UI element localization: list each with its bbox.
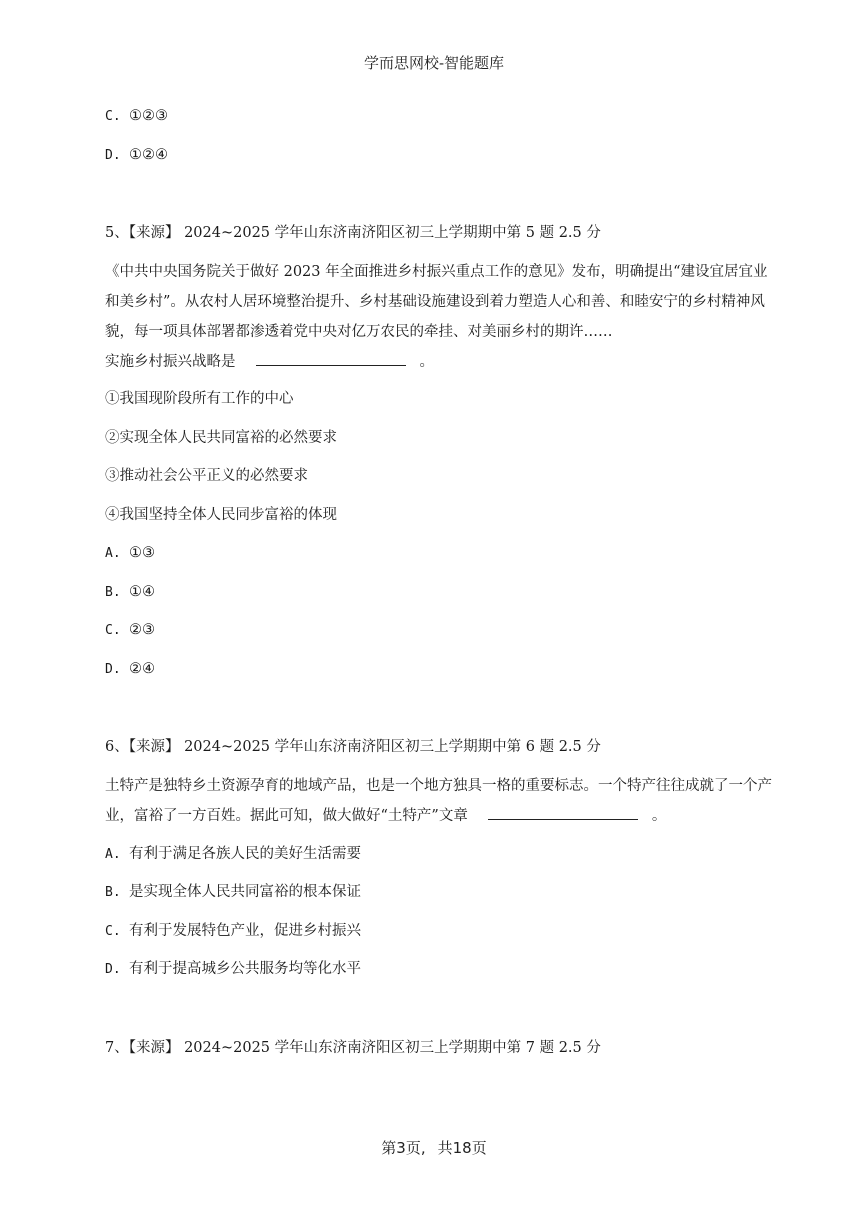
page-total: 共18页 xyxy=(437,1139,487,1157)
option-c xyxy=(105,620,155,641)
option-letter: D. xyxy=(105,962,121,977)
option-b xyxy=(105,582,155,603)
question-5-stem-text: 《中共中央国务院关于做好 2023 年全面推进乡村振兴重点工作的意见》发布，明确提出“建设宜居宜业和美乡村”。从农村人居环境整治提升、乡村基础设施建设到着力塑造人心和善、和睦安宁的乡村精神风貌，每一项具体部署都渗透着党中央对亿万农民的牵挂、对美丽乡村的期许…… xyxy=(105,264,768,340)
statement-3: ③推动社会公平正义的必然要求 xyxy=(105,468,308,484)
option-text: 是实现全体人民共同富裕的根本保证 xyxy=(129,884,361,900)
question-6-stem-end: 。 xyxy=(651,808,667,824)
question-5-stem-lead: 实施乡村振兴战略是 xyxy=(105,354,236,370)
page-header: 学而思网校-智能题库 xyxy=(363,54,505,72)
option-letter: D. xyxy=(105,662,121,677)
option-letter: B. xyxy=(105,585,121,600)
option-text: 有利于提高城乡公共服务均等化水平 xyxy=(129,961,361,977)
option-letter: C. xyxy=(105,924,121,939)
option-a xyxy=(105,543,155,564)
question-5-heading: 5、【来源】 2024~2025 学年山东济南济阳区初三上学期期中第 5 题 2.5 分 xyxy=(105,225,601,241)
option-letter: A. xyxy=(105,546,121,561)
question-5-stem xyxy=(105,257,770,377)
option-a xyxy=(105,844,361,865)
option-letter: C. xyxy=(105,623,121,638)
option-letter: B. xyxy=(105,885,121,900)
option-d xyxy=(105,959,361,980)
option-c xyxy=(105,106,168,127)
page-number: 第3页, xyxy=(381,1139,426,1157)
question-7-heading: 7、【来源】 2024~2025 学年山东济南济阳区初三上学期期中第 7 题 2.5 分 xyxy=(105,1040,601,1056)
question-5-stem-end: 。 xyxy=(419,354,434,370)
question-6-heading: 6、【来源】 2024~2025 学年山东济南济阳区初三上学期期中第 6 题 2.5 分 xyxy=(105,739,601,755)
option-b xyxy=(105,882,361,903)
option-letter: C. xyxy=(105,109,121,124)
option-letter: A. xyxy=(105,847,121,862)
option-letter: D. xyxy=(105,148,121,163)
answer-blank xyxy=(488,805,638,820)
answer-blank xyxy=(256,351,406,366)
statement-1: ①我国现阶段所有工作的中心 xyxy=(105,391,294,407)
option-d xyxy=(105,659,155,680)
option-d xyxy=(105,145,168,166)
question-6-stem-text: 土特产是独特乡土资源孕育的地域产品，也是一个地方独具一格的重要标志。一个特产往往成就了一个产业，富裕了一方百姓。据此可知，做大做好“土特产”文章 xyxy=(105,778,772,824)
option-text: ②④ xyxy=(129,661,155,677)
option-text: ①②④ xyxy=(129,147,168,163)
page-footer xyxy=(0,1137,868,1158)
option-text: 有利于发展特色产业，促进乡村振兴 xyxy=(129,923,361,939)
statement-2: ②实现全体人民共同富裕的必然要求 xyxy=(105,430,337,446)
option-text: ①②③ xyxy=(129,108,168,124)
option-text: ②③ xyxy=(129,622,155,638)
option-c xyxy=(105,921,361,942)
question-6-stem xyxy=(105,771,775,831)
option-text: 有利于满足各族人民的美好生活需要 xyxy=(129,846,361,862)
option-text: ①④ xyxy=(129,584,155,600)
statement-4: ④我国坚持全体人民同步富裕的体现 xyxy=(105,507,337,523)
option-text: ①③ xyxy=(129,545,155,561)
